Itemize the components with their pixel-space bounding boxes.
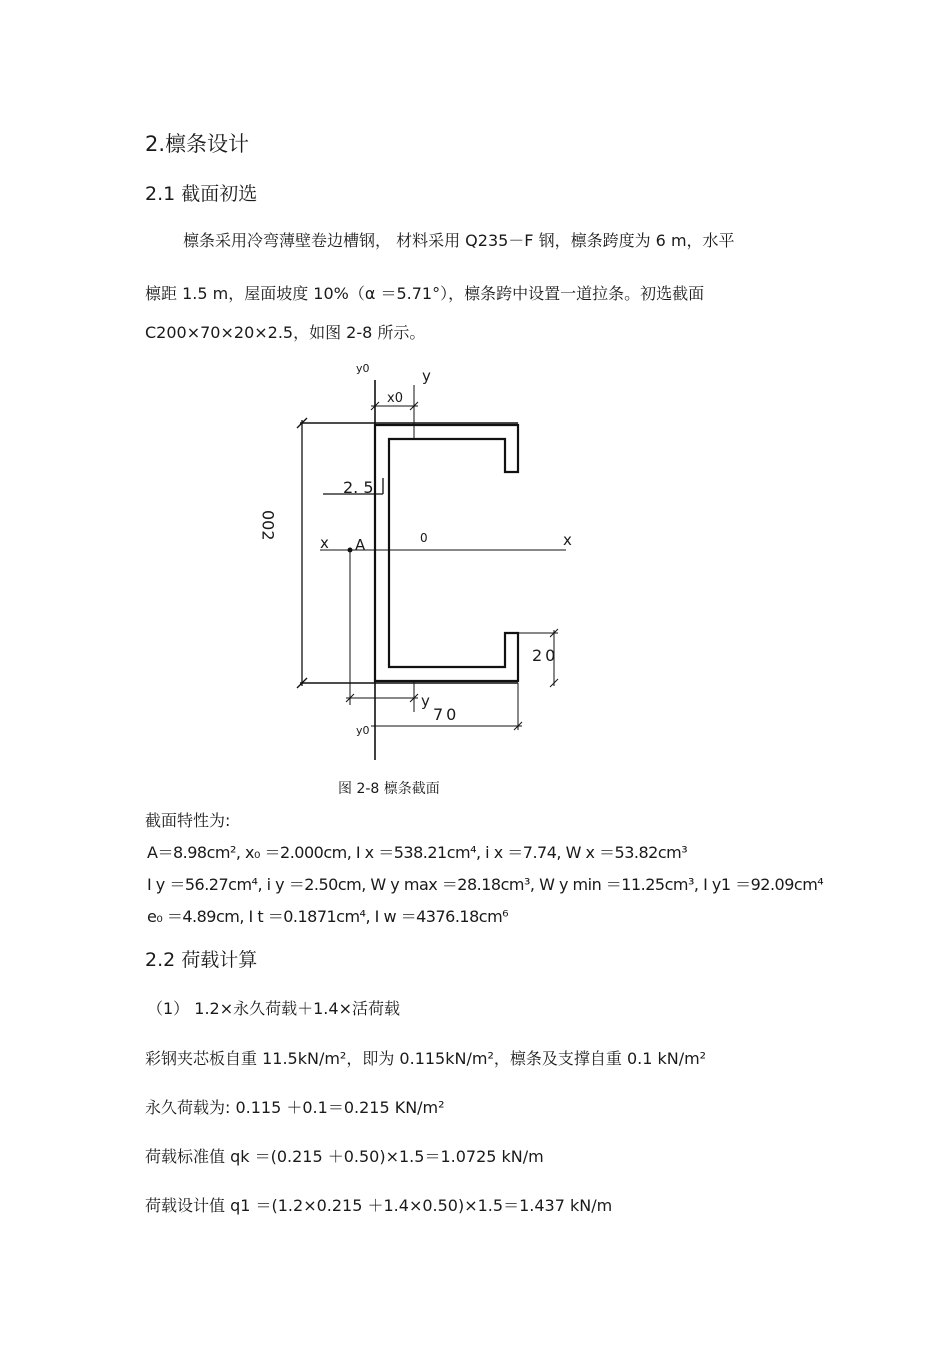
section-properties-title: 截面特性为: [145,811,231,830]
label-width: 70 [433,705,460,724]
paragraph-line-2: 檩距 1.5 m，屋面坡度 10%（α ＝5.71°），檩条跨中设置一道拉条。初选截面 [145,284,705,303]
load-combination-1: （1） 1.2×永久荷载＋1.4×活荷载 [147,999,400,1018]
load-line-2: 永久荷载为: 0.115 ＋0.1＝0.215 KN/m² [145,1098,445,1117]
label-y-top: y [422,367,431,385]
figure-caption: 图 2-8 檩条截面 [338,781,440,797]
paragraph-line-3: C200×70×20×2.5，如图 2-8 所示。 [145,323,426,342]
label-lip: 20 [532,646,559,665]
label-A: A [355,536,366,554]
label-x-right: x [563,531,572,549]
chapter-heading: 2.檩条设计 [145,132,250,156]
section-properties-line-2: I y ＝56.27cm⁴, i y ＝2.50cm, W y max ＝28.18cm³, W y min ＝11.25cm³, I y1 ＝92.09cm⁴ [147,875,824,894]
load-line-1: 彩钢夹芯板自重 11.5kN/m²，即为 0.115kN/m²，檩条及支撑自重 0.1 kN/m² [145,1049,707,1068]
label-height-vertical: 002 [258,510,278,541]
label-origin: 0 [420,531,428,545]
section-properties-line-1: A＝8.98cm², x₀ ＝2.000cm, I x ＝538.21cm⁴, i x ＝7.74, W x ＝53.82cm³ [147,843,688,862]
label-x-left: x [320,534,329,552]
load-line-4: 荷载设计值 q1 ＝(1.2×0.215 ＋1.4×0.50)×1.5＝1.437 kN/m [145,1196,613,1215]
label-y0-bottom: y0 [356,724,370,737]
label-thickness: 2. 5 [343,478,374,497]
paragraph-line-1: 檩条采用冷弯薄壁卷边槽钢， 材料采用 Q235－F 钢，檩条跨度为 6 m，水平 [183,231,735,250]
label-x0: x0 [387,391,403,406]
label-y-bottom: y [421,692,430,710]
load-line-3: 荷载标准值 qk ＝(0.215 ＋0.50)×1.5＝1.0725 kN/m [145,1147,544,1166]
label-y0-top: y0 [356,362,370,375]
c-section-outline [375,425,518,681]
section-heading-2-2: 2.2 荷载计算 [145,949,258,971]
section-heading-2-1: 2.1 截面初选 [145,183,258,205]
section-properties-line-3: e₀ ＝4.89cm, I t ＝0.1871cm⁴, I w ＝4376.18cm⁶ [147,907,509,926]
